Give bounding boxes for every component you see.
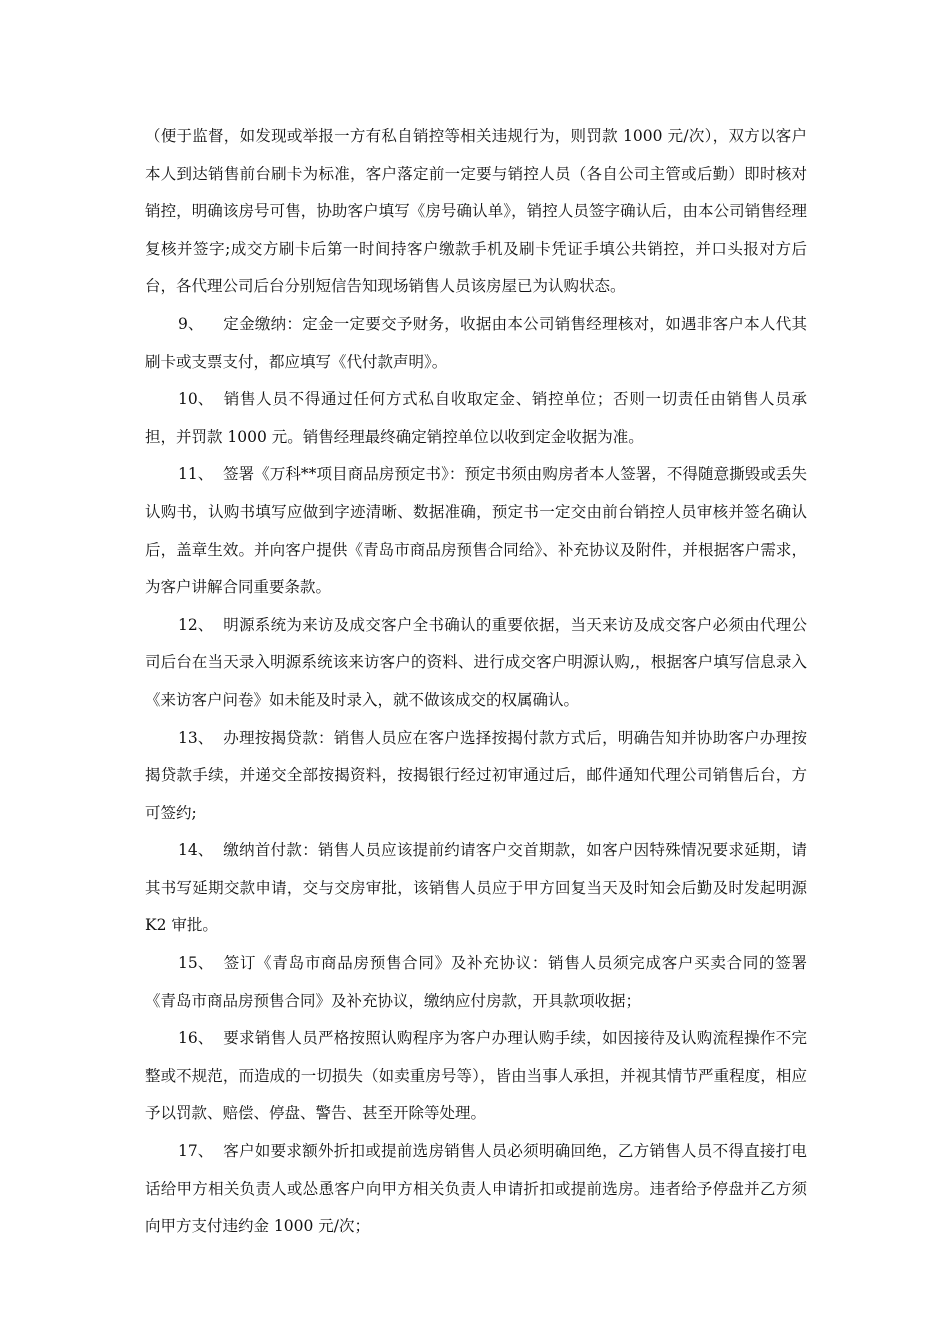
paragraph-item-16 [145,1020,807,1133]
item-number: 12、 [178,615,214,634]
paragraph-item-14 [145,832,807,945]
item-number: 16、 [178,1029,214,1048]
item-number: 13、 [178,728,214,747]
paragraph-item-10 [145,381,807,456]
paragraph-text: 缴纳首付款：销售人员应该提前约请客户交首期款，如客户因特殊情况要求延期，请其书写延期交款申请，交与交房审批，该销售人员应于甲方回复当天及时知会后勤及时发起明源 K2 审批。 [145,841,807,935]
paragraph-text: 明源系统为来访及成交客户全书确认的重要依据，当天来访及成交客户必须由代理公司后台在当天录入明源系统该来访客户的资料、进行成交客户明源认购,，根据客户填写信息录入《来访客户问卷》如未能及时录入，就不做该成交的权属确认。 [145,615,807,709]
paragraph-item-11 [145,456,807,606]
document-body [145,118,807,1246]
paragraph-item-15 [145,945,807,1020]
item-number: 17、 [178,1142,214,1161]
paragraph-text: （便于监督，如发现或举报一方有私自销控等相关违规行为，则罚款 1000 元/次），双方以客户本人到达销售前台刷卡为标准，客户落定前一定要与销控人员（各自公司主管或后勤）即时核对销控，明确该房号可售，协助客户填写《房号确认单》，销控人员签字确认后，由本公司销售经理复核并签字;成交方刷卡后第一时间持客户缴款手机及刷卡凭证手填公共销控，并口头报对方后台，各代理公司后台分别短信告知现场销售人员该房屋已为认购状态。 [145,127,807,296]
paragraph-item-12 [145,607,807,720]
item-number: 10、 [178,390,214,409]
paragraph-item-17 [145,1133,807,1246]
paragraph-item-13 [145,720,807,833]
paragraph-text: 办理按揭贷款：销售人员应在客户选择按揭付款方式后，明确告知并协助客户办理按揭贷款手续，并递交全部按揭资料，按揭银行经过初审通过后，邮件通知代理公司销售后台，方可签约; [145,728,807,822]
item-number: 15、 [178,954,214,973]
paragraph-text: 客户如要求额外折扣或提前选房销售人员必须明确回绝，乙方销售人员不得直接打电话给甲方相关负责人或怂恿客户向甲方相关负责人申请折扣或提前选房。违者给予停盘并乙方须向甲方支付违约金 1000 元/次； [145,1142,807,1236]
paragraph-text: 签订《青岛市商品房预售合同》及补充协议：销售人员须完成客户买卖合同的签署《青岛市商品房预售合同》及补充协议，缴纳应付房款，开具款项收据； [145,954,807,1010]
paragraph-text: 销售人员不得通过任何方式私自收取定金、销控单位；否则一切责任由销售人员承担，并罚款 1000 元。销售经理最终确定销控单位以收到定金收据为准。 [145,390,807,446]
item-number: 14、 [178,841,214,860]
item-number: 9、 [178,314,204,333]
item-number: 11、 [178,465,214,484]
paragraph-text: 定金缴纳：定金一定要交予财务，收据由本公司销售经理核对，如遇非客户本人代其刷卡或支票支付，都应填写《代付款声明》。 [145,314,807,371]
paragraph-text: 签署《万科**项目商品房预定书》：预定书须由购房者本人签署，不得随意撕毁或丢失认购书，认购书填写应做到字迹清晰、数据准确，预定书一定交由前台销控人员审核并签名确认后，盖章生效。并向客户提供《青岛市商品房预售合同给》、补充协议及附件，并根据客户需求，为客户讲解合同重要条款。 [145,465,807,597]
paragraph-item-9 [145,306,807,381]
paragraph-continuation [145,118,807,306]
paragraph-text: 要求销售人员严格按照认购程序为客户办理认购手续，如因接待及认购流程操作不完整或不规范，而造成的一切损失（如卖重房号等），皆由当事人承担，并视其情节严重程度，相应予以罚款、赔偿、停盘、警告、甚至开除等处理。 [145,1029,807,1123]
